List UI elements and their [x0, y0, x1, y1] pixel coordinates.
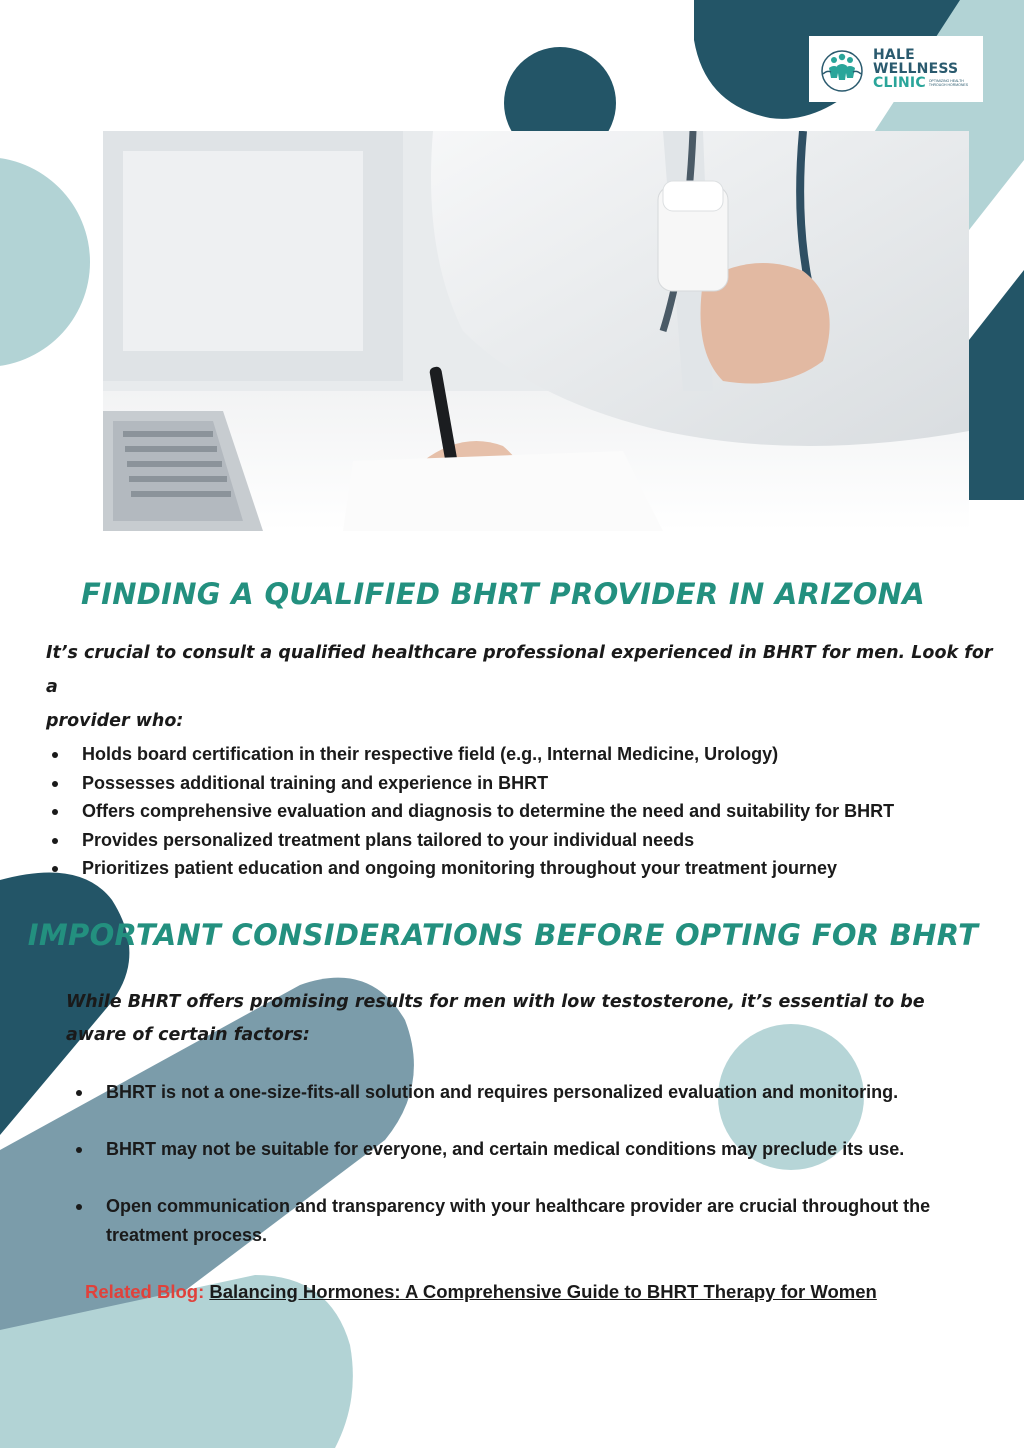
- section1-bullet-2: Possesses additional training and experience in BHRT: [46, 769, 986, 798]
- logo-clinic-row: [873, 76, 968, 90]
- related-blog: [85, 1281, 877, 1303]
- hero-photo: [103, 131, 969, 531]
- logo-line-hale: HALE: [873, 47, 915, 63]
- section2-bullet-3: Open communication and transparency with your healthcare provider are crucial throughout the treatment process.: [70, 1192, 970, 1250]
- logo-line-clinic: CLINIC: [873, 75, 926, 91]
- related-blog-link[interactable]: Balancing Hormones: A Comprehensive Guide to BHRT Therapy for Women: [209, 1281, 877, 1302]
- related-blog-label: Related Blog:: [85, 1281, 205, 1302]
- section1-intro-line1: It’s crucial to consult a qualified healthcare professional experienced in BHRT for men. Look for a: [46, 643, 993, 697]
- section1-bullet-list: [46, 740, 986, 883]
- section1-bullet-4: Provides personalized treatment plans tailored to your individual needs: [46, 826, 986, 855]
- section2-bullet-2: BHRT may not be suitable for everyone, and certain medical conditions may preclude its use.: [70, 1135, 970, 1164]
- logo-tagline: [929, 79, 968, 87]
- logo-tagline-2: THROUGH HORMONES: [928, 83, 969, 87]
- right-dark-triangle: [969, 270, 1024, 500]
- section2-intro: [66, 986, 966, 1052]
- section1-bullet-1: Holds board certification in their respective field (e.g., Internal Medicine, Urology): [46, 740, 986, 769]
- section2-bullet-1: BHRT is not a one-size-fits-all solution and requires personalized evaluation and monitoring.: [70, 1078, 970, 1107]
- doctor-writing-photo-icon: [103, 131, 969, 531]
- clinic-logo[interactable]: [809, 36, 983, 102]
- left-light-circle: [0, 157, 90, 367]
- section1-intro: [46, 636, 1006, 738]
- section1-heading: FINDING A QUALIFIED BHRT PROVIDER IN ARIZONA: [81, 577, 925, 611]
- section2-bullet-list: [70, 1078, 970, 1278]
- clinic-logo-text: [873, 48, 968, 90]
- logo-line-wellness: WELLNESS: [873, 61, 959, 77]
- section1-bullet-3: Offers comprehensive evaluation and diagnosis to determine the need and suitability for BHRT: [46, 797, 986, 826]
- section2-heading: IMPORTANT CONSIDERATIONS BEFORE OPTING FOR BHRT: [27, 918, 979, 952]
- section1-bullet-5: Prioritizes patient education and ongoing monitoring throughout your treatment journey: [46, 854, 986, 883]
- logo-tagline-1: OPTIMIZING HEALTH: [928, 78, 964, 83]
- section1-intro-line2: provider who:: [46, 711, 184, 731]
- clinic-logo-icon: [817, 44, 867, 94]
- section2-intro-line1: While BHRT offers promising results for men with low testosterone, it’s essential to be: [66, 992, 925, 1012]
- section2-intro-line2: aware of certain factors:: [66, 1025, 310, 1045]
